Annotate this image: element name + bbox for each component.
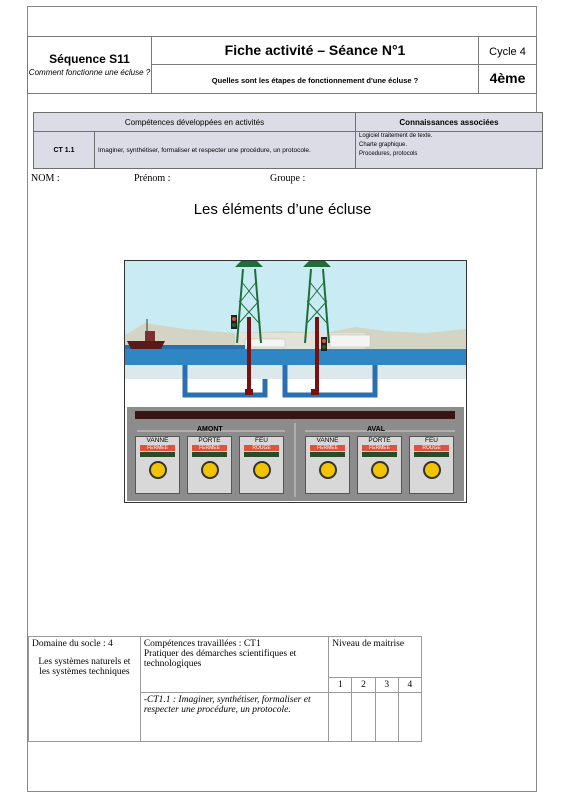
control-status: ROUGE [244, 445, 279, 451]
competence-description: Imaginer, synthétiser, formaliser et respecter une procédure, un protocole. [95, 132, 356, 169]
control-status: ROUGE [414, 445, 449, 451]
domaine-cell [29, 637, 141, 742]
niveau-header: Niveau de maitrise [329, 637, 422, 678]
competences-title: Compétences travaillées : CT1 [143, 639, 261, 649]
control-title: PORTE [368, 437, 391, 444]
competences-header: Compétences développées en activités [34, 113, 356, 132]
cycle-cell [479, 37, 537, 65]
control-knob-icon[interactable] [149, 461, 167, 479]
control-knob-icon[interactable] [253, 461, 271, 479]
control-knob-icon[interactable] [201, 461, 219, 479]
competence-detail: -CT1.1 : Imaginer, synthétiser, formaliser et respecter une procédure, un protocole. [140, 693, 328, 742]
level-4-check[interactable] [398, 693, 421, 742]
lock-illustration [124, 260, 467, 503]
control-status: FERMEE [140, 445, 175, 451]
control-unit[interactable] [135, 436, 180, 494]
domaine-title: Domaine du socle : 4 [32, 639, 113, 649]
control-knob-icon[interactable] [423, 461, 441, 479]
level-3-check[interactable] [375, 693, 398, 742]
level-3: 3 [375, 678, 398, 693]
groupe-label: Groupe : [270, 173, 306, 184]
niveau-label: 4ème [489, 70, 526, 86]
niveau-cell [479, 65, 537, 94]
control-title: FEU [255, 437, 268, 444]
control-unit[interactable] [357, 436, 402, 494]
nom-label: NOM : [31, 173, 60, 184]
control-unit[interactable] [187, 436, 232, 494]
level-2-check[interactable] [352, 693, 375, 742]
competence-code: CT 1.1 [34, 132, 95, 169]
fiche-title-cell [152, 37, 479, 65]
control-knob-icon[interactable] [371, 461, 389, 479]
domaine-description: Les systèmes naturels et les systèmes techniques [38, 657, 131, 677]
competences-description: Pratiquer des démarches scientifiques et technologiques [143, 649, 297, 669]
main-title: Les éléments d’une écluse [193, 201, 372, 218]
control-knob-icon[interactable] [319, 461, 337, 479]
control-title: VANNE [316, 437, 339, 444]
control-title: VANNE [146, 437, 169, 444]
level-4: 4 [398, 678, 421, 693]
level-1-check[interactable] [329, 693, 352, 742]
evaluation-table [28, 636, 422, 742]
control-status: FERMEE [362, 445, 397, 451]
knowledge-item: Logiciel traitement de texte. [359, 133, 433, 139]
control-status: FERMEE [192, 445, 227, 451]
control-status: FERMEE [310, 445, 345, 451]
control-unit[interactable] [409, 436, 454, 494]
control-panel-row [135, 436, 460, 498]
header-table [27, 36, 537, 94]
level-1: 1 [329, 678, 352, 693]
competences-cell [140, 637, 328, 693]
amont-label: AMONT [197, 426, 223, 433]
traffic-light-upstream [231, 315, 237, 329]
sequence-subtitle: Comment fonctionne une écluse ? [28, 68, 151, 77]
fiche-question: Quelles sont les étapes de fonctionnement d'une écluse ? [211, 76, 419, 85]
competences-table [33, 112, 543, 169]
fiche-question-cell [152, 65, 479, 94]
cycle-label: Cycle 4 [489, 45, 526, 58]
sequence-cell [28, 37, 152, 94]
aval-label: AVAL [367, 426, 386, 433]
level-2: 2 [352, 678, 375, 693]
control-unit[interactable] [239, 436, 284, 494]
sequence-title: Séquence S11 [49, 52, 130, 66]
knowledge-header: Connaissances associées [356, 113, 543, 132]
control-unit[interactable] [305, 436, 350, 494]
knowledge-item: Charte graphique. [359, 142, 408, 148]
traffic-light-downstream [321, 337, 327, 351]
knowledge-list [356, 132, 543, 169]
knowledge-item: Procedures, protocols [359, 151, 418, 157]
control-title: FEU [425, 437, 438, 444]
control-title: PORTE [198, 437, 221, 444]
fiche-title: Fiche activité – Séance N°1 [224, 41, 406, 58]
prenom-label: Prénom : [134, 173, 171, 184]
